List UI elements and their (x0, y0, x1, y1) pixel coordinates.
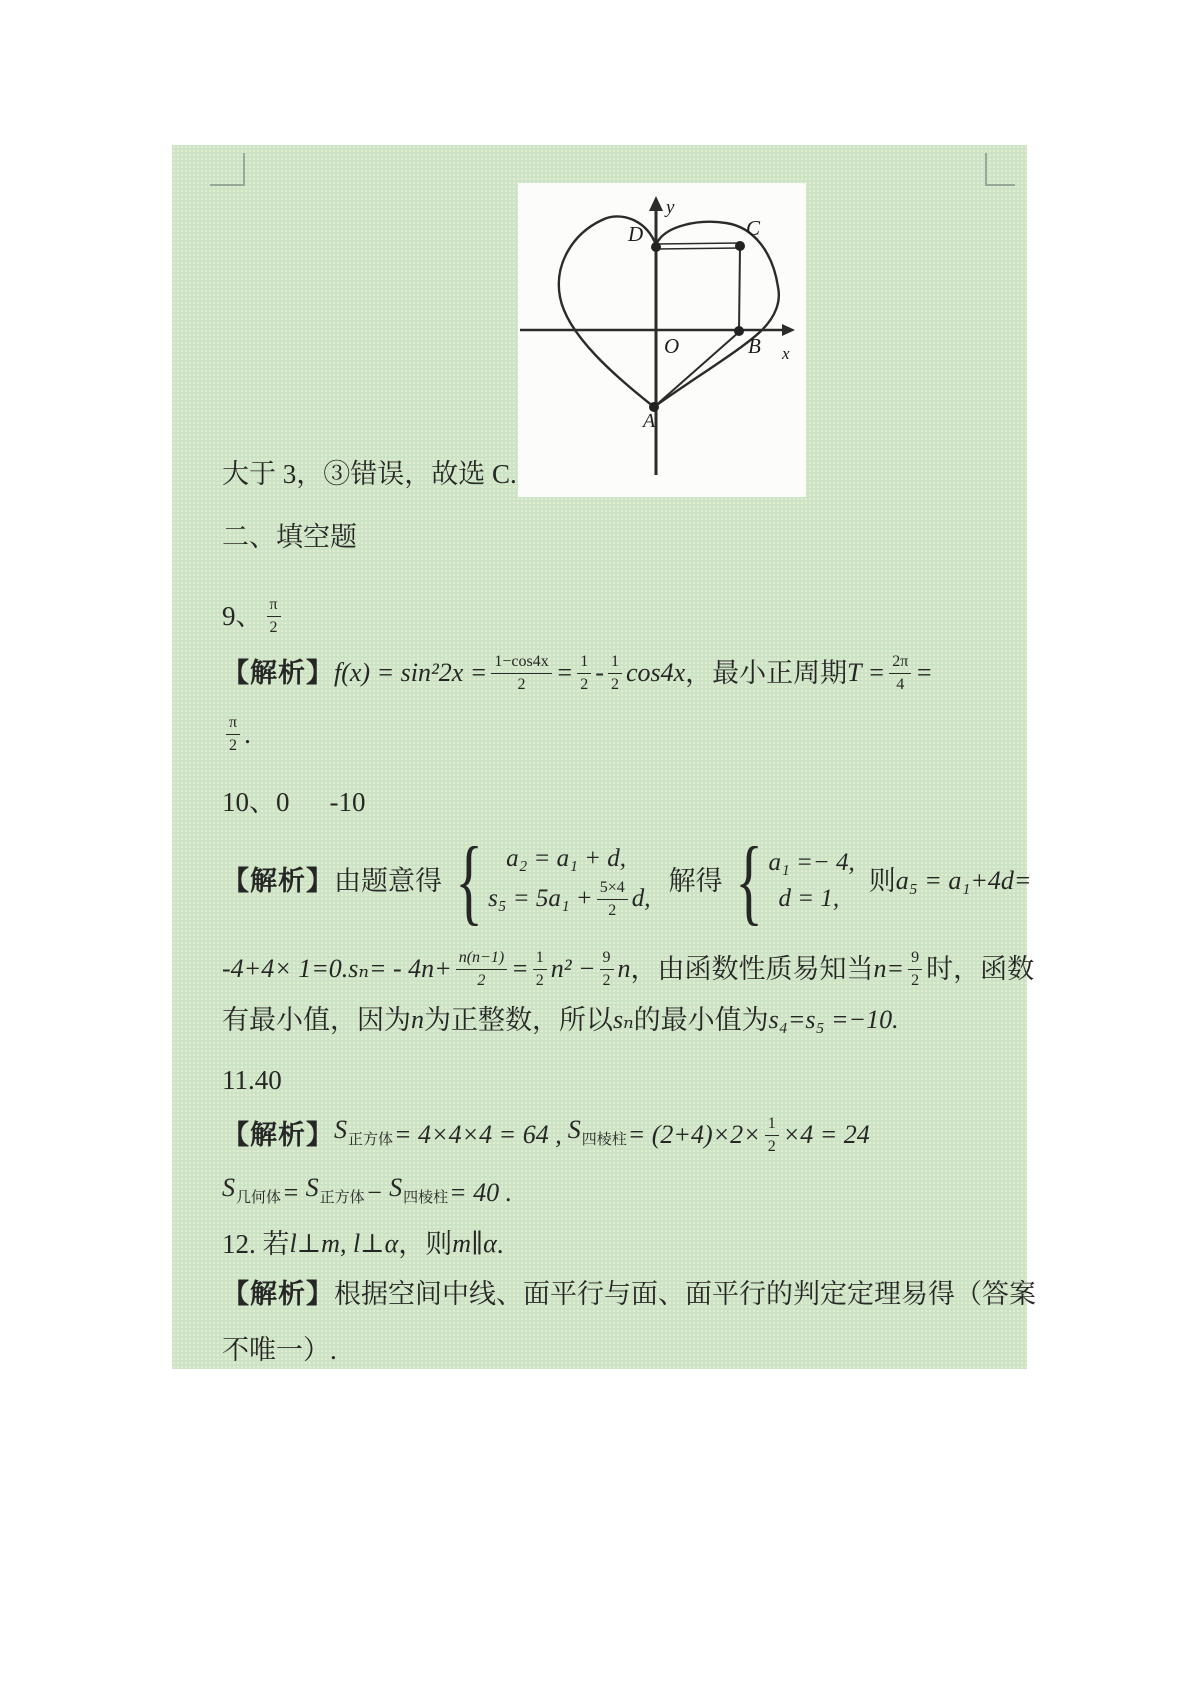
section-title (222, 520, 357, 554)
q10-l3-math-f: s₄=s₅ =−10. (768, 1005, 899, 1034)
segment-DC-upper (656, 243, 740, 244)
q10-system-2-row-1: a₁ =− 4, (768, 849, 855, 876)
q12-math-1: l⊥m, l⊥α (289, 1229, 399, 1258)
q10-l2-fraction-1: $\frac{n(n-1)}{2}$ (456, 950, 507, 989)
q10-l2-cjk-d: ，由函数性质易知当 (630, 954, 874, 984)
q10-solve-text: 解得 (668, 866, 723, 896)
q10-l2-math-e: n= (873, 954, 905, 983)
q9-fraction-2: $\frac{1}{2}$ (577, 654, 591, 693)
line-q11-analysis-2 (222, 1171, 512, 1215)
q10-l2-math-c: n (617, 954, 631, 983)
document-page (172, 145, 1036, 1369)
q11-eq-5: − (365, 1178, 384, 1207)
q9-fraction-4: $\frac{2\pi}{4}$ (889, 654, 911, 693)
line-q12-answer (222, 1227, 503, 1261)
y-axis-arrow (649, 196, 663, 211)
q9-answer-fraction: $\frac{\pi}{2}$ (267, 597, 281, 636)
q11-eq-6: = 40 . (449, 1178, 513, 1207)
x-axis-arrow (782, 324, 795, 336)
q9-dash: - (595, 658, 604, 687)
q12-cjk-b: ，则 (398, 1229, 453, 1259)
q10-system-2-brace: { (735, 827, 764, 934)
point-C (735, 241, 745, 251)
line-q11-answer (222, 1063, 282, 1097)
q9-formula-1: f(x) = sin²2x = (334, 658, 488, 687)
q10-l2-cjk-g: 时，函数 (926, 954, 1035, 984)
q10-l3-cjk-a: 有最小值，因为 (222, 1005, 411, 1035)
q10-system-1 (446, 827, 651, 934)
heart-curve-path (559, 216, 779, 407)
segment-DC-lower (656, 248, 740, 249)
section-title-text: 二、填空题 (222, 522, 357, 552)
point-D (651, 242, 661, 252)
q11-sub-solid: 几何体 (236, 1190, 282, 1206)
line-choice-conclusion (222, 457, 517, 491)
line-q10-answer (222, 785, 366, 819)
q9-final-dot: . (244, 719, 251, 749)
q10-system-1-brace: { (455, 827, 483, 934)
label-C: C (746, 216, 761, 240)
label-y: y (666, 197, 675, 218)
q11-eq-2: = (2+4)×2× (627, 1120, 761, 1149)
q10-l2-fraction-3: $\frac{9}{2}$ (600, 950, 614, 989)
q10-l2-eq: = (511, 954, 529, 983)
q12-cjk-a: 12. 若 (222, 1229, 290, 1259)
label-D: D (628, 222, 644, 246)
q9-fraction-5: $\frac{\pi}{2}$ (226, 715, 240, 754)
label-B: B (748, 334, 761, 358)
heart-curve-svg (518, 183, 806, 497)
line-q12-analysis-2 (222, 1333, 337, 1367)
q11-S-solid: $S_{几何体}$ (222, 1173, 282, 1206)
q11-jiexi-label: 【解析】 (222, 1120, 334, 1150)
q10-system-1-fraction: $\frac{5\times 4}{2}$ (597, 880, 628, 919)
q10-system-1-row-1: a₂ = a₁ + d, (506, 844, 626, 872)
q11-eq-1: = 4×4×4 = 64 , (394, 1120, 562, 1149)
line-q9-answer (222, 593, 285, 639)
q10-answer-2: -10 (329, 787, 366, 817)
choice-conclusion-text: 大于 3，③错误，故选 C. (222, 459, 517, 489)
q9-eq-2: = (915, 658, 933, 687)
q11-sub-cube-2: 正方体 (319, 1190, 365, 1206)
q9-formula-2: cos4x (625, 658, 686, 687)
q11-S-prism: $S_{四棱柱}$ (567, 1115, 627, 1148)
q9-formula-T: T = (847, 658, 886, 687)
q10-system-2 (726, 827, 855, 934)
page-corner-mark-right (985, 153, 1015, 186)
q9-cjk-period-text: ，最小正周期 (685, 658, 848, 688)
q11-eq-4: = (282, 1178, 300, 1207)
q10-then-cjk: 则 (868, 866, 896, 896)
line-q11-analysis (222, 1107, 870, 1163)
q11-sub-prism-2: 四棱柱 (403, 1190, 449, 1206)
line-q9-continuation (222, 709, 251, 759)
q11-S-prism-2: $S_{四棱柱}$ (389, 1173, 449, 1206)
label-A: A (643, 410, 656, 432)
q9-fraction-3: $\frac{1}{2}$ (608, 654, 622, 693)
q10-l2-fraction-4: $\frac{9}{2}$ (908, 950, 922, 989)
q12-analysis-text-2: 不唯一）. (222, 1335, 337, 1365)
q11-S-cube: $S_{正方体}$ (334, 1115, 394, 1148)
q11-sub-cube: 正方体 (348, 1132, 394, 1148)
label-x: x (782, 344, 790, 363)
line-q10-analysis (222, 827, 1032, 934)
q10-l3-cjk-e: 的最小值为 (633, 1005, 769, 1035)
q12-analysis-text: 根据空间中线、面平行与面、面平行的判定定理易得（答案 (334, 1279, 1036, 1309)
q10-l3-math-b: n (411, 1005, 424, 1034)
q11-S-cube-2: $S_{正方体}$ (305, 1173, 365, 1206)
label-O: O (664, 334, 680, 358)
q10-system-1-row-2: s₅ = 5a₁ + $\frac{5\times 4}{2}$ d, (488, 878, 651, 919)
q10-intro-text: 由题意得 (334, 866, 442, 896)
heart-curve-figure (518, 183, 806, 497)
q9-eq-1: = (555, 658, 574, 687)
q10-l2-math-a: -4+4× 1=0.sₙ= - 4n+ (222, 954, 452, 983)
q10-jiexi-label: 【解析】 (222, 866, 334, 896)
q9-number: 9、 (222, 601, 263, 631)
q11-eq-3: ×4 = 24 (782, 1120, 870, 1149)
q12-math-2: m∥α (452, 1229, 497, 1258)
segment-CB (739, 246, 740, 332)
line-q10-analysis-3 (222, 1003, 899, 1037)
point-B (734, 326, 744, 336)
line-q9-analysis (222, 645, 933, 701)
q9-fraction-1: $\frac{1-\cos 4x}{2}$ (491, 654, 551, 693)
q10-system-2-row-2: d = 1, (778, 885, 840, 912)
q12-jiexi-label: 【解析】 (222, 1279, 334, 1309)
q10-number: 10、0 (222, 787, 290, 817)
q10-then-math: a₅ = a₁+4d= (895, 866, 1032, 895)
q9-jiexi-label: 【解析】 (222, 658, 334, 688)
q10-l3-cjk-c: 为正整数，所以 (424, 1005, 613, 1035)
q11-number: 11.40 (222, 1065, 282, 1095)
q12-cjk-c: . (496, 1229, 504, 1259)
line-q10-analysis-2 (222, 945, 1034, 993)
q11-sub-prism: 四棱柱 (581, 1132, 627, 1148)
q11-fraction: $\frac{1}{2}$ (765, 1116, 779, 1155)
q10-l2-math-b: n² − (550, 954, 596, 983)
q10-l2-fraction-2: $\frac{1}{2}$ (533, 950, 547, 989)
page-corner-mark-left (210, 153, 245, 186)
q10-l3-math-d: sₙ (613, 1005, 634, 1034)
line-q12-analysis (222, 1277, 1036, 1311)
